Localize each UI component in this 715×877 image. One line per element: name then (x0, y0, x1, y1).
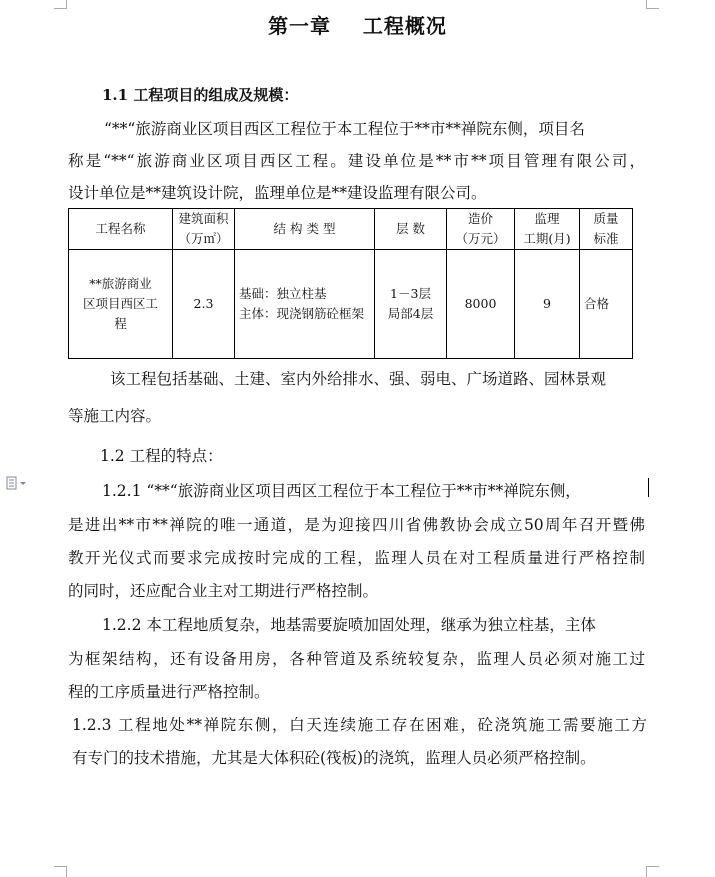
paragraph-line: 教开光仪式而要求完成按时完成的工程，监理人员在对工程质量进行严格控制 (68, 549, 645, 567)
cell-structure: 基础：独立柱基 主体：现浇钢筋砼框架 (235, 250, 375, 359)
header-cost: 造价 （万元） (447, 209, 515, 250)
paragraph-line: 1.2.3 工程地处**禅院东侧，白天连续施工存在困难，砼浇筑施工需要施工方 (72, 716, 647, 734)
paragraph-line: 有专门的技术措施，尤其是大体积砼(筏板)的浇筑，监理人员必须严格控制。 (72, 749, 596, 767)
header-floors: 层 数 (375, 209, 447, 250)
paragraph-line: 称是“**“旅游商业区项目西区工程。建设单位是**市**项目管理有限公司， (68, 152, 645, 170)
table-header-row (69, 209, 633, 250)
header-quality: 质量 标准 (580, 209, 633, 250)
cell-cost: 8000 (447, 250, 515, 359)
cell-area: 2.3 (173, 250, 235, 359)
cell-quality: 合格 (580, 250, 633, 359)
section-1-2-title: 1.2 工程的特点： (100, 447, 223, 465)
paragraph-line: 的同时，还应配合业主对工期进行严格控制。 (68, 582, 379, 600)
header-project-name: 工程名称 (69, 209, 173, 250)
header-area: 建筑面积 （万㎡） (173, 209, 235, 250)
paragraph-line: 设计单位是**建筑设计院，监理单位是**建设监理有限公司。 (68, 184, 487, 202)
paragraph-line: 是进出**市**禅院的唯一通道，是为迎接四川省佛教协会成立50周年召开暨佛 (68, 516, 645, 534)
paragraph-line: 等施工内容。 (68, 407, 162, 425)
crop-mark-top-right (646, 0, 659, 9)
header-structure: 结 构 类 型 (235, 209, 375, 250)
paragraph-line: 1.2.2 本工程地质复杂，地基需要旋喷加固处理，继承为独立柱基，主体 (102, 616, 596, 634)
paragraph-line: 1.2.1 “**“旅游商业区项目西区工程位于本工程位于**市**禅院东侧， (102, 482, 581, 500)
crop-mark-bottom-left (54, 866, 67, 877)
crop-mark-top-left (54, 0, 67, 9)
paragraph-line: “**“旅游商业区项目西区工程位于本工程位于**市**禅院东侧，项目名 (104, 120, 585, 138)
table-row (69, 250, 633, 359)
cell-project-name: **旅游商业 区项目西区工 程 (69, 250, 173, 359)
paragraph-line: 为框架结构，还有设备用房，各种管道及系统较复杂，监理人员必须对施工过 (68, 650, 645, 668)
chapter-title: 第一章 工程概况 (268, 14, 447, 38)
document-layout-icon[interactable] (6, 476, 30, 490)
cell-floors: 1－3层 局部4层 (375, 250, 447, 359)
project-info-table (68, 208, 633, 359)
paragraph-line: 程的工序质量进行严格控制。 (68, 683, 270, 701)
cell-period: 9 (515, 250, 580, 359)
paragraph-line: 该工程包括基础、土建、室内外给排水、强、弱电、广场道路、园林景观 (110, 370, 607, 388)
text-cursor (648, 478, 649, 497)
crop-mark-bottom-right (646, 866, 659, 877)
section-1-1-title: 1.1 工程项目的组成及规模： (102, 86, 299, 104)
header-period: 监理 工期(月) (515, 209, 580, 250)
